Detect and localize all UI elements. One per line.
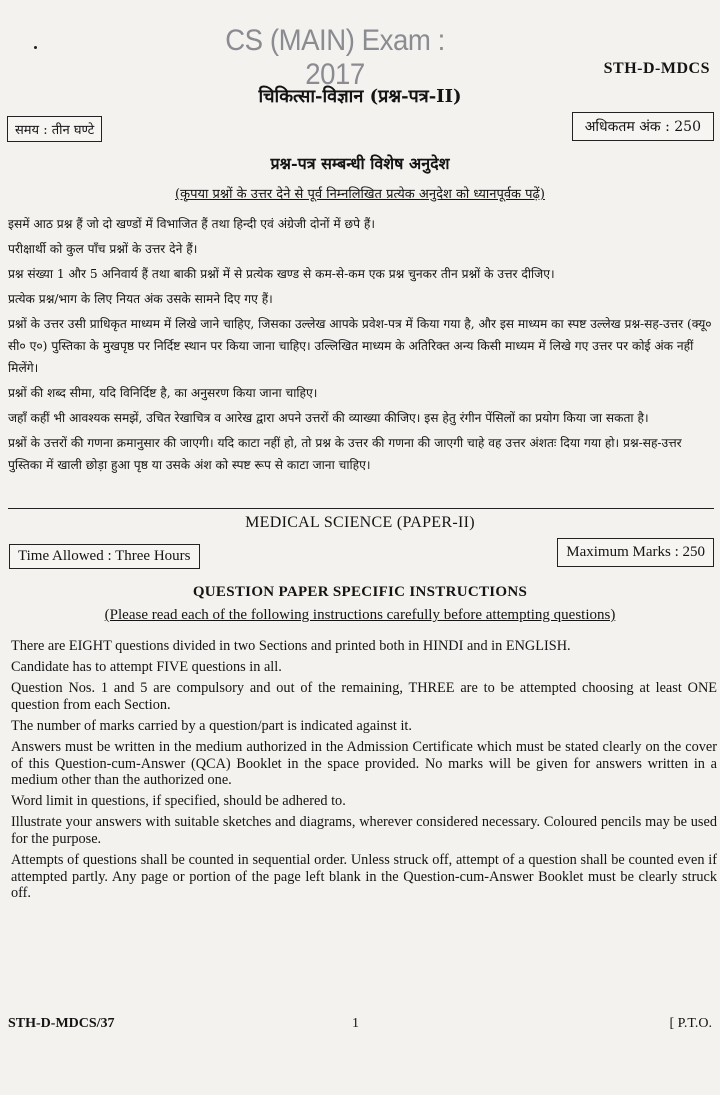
- pto-label: [ P.T.O.: [669, 1016, 712, 1031]
- english-instruction: Word limit in questions, if specified, should be adhered to.: [11, 793, 346, 810]
- page-number: 1: [352, 1016, 359, 1031]
- hindi-instructions-heading: प्रश्न-पत्र सम्बन्धी विशेष अनुदेश: [270, 154, 450, 173]
- hindi-time-box: समय : तीन घण्टे: [7, 116, 102, 142]
- english-instruction: Candidate has to attempt FIVE questions in all.: [11, 659, 282, 676]
- hindi-instruction: परीक्षार्थी को कुल पाँच प्रश्नों के उत्तर देने हैं।: [8, 242, 198, 256]
- hindi-instruction: प्रश्नों की शब्द सीमा, यदि विनिर्दिष्ट है, का अनुसरण किया जाना चाहिए।: [8, 386, 318, 400]
- hindi-paper-title: चिकित्सा-विज्ञान (प्रश्न-पत्र-II): [258, 86, 462, 107]
- english-instructions-heading: QUESTION PAPER SPECIFIC INSTRUCTIONS: [192, 584, 528, 600]
- paper-code: STH-D-MDCS: [603, 60, 710, 77]
- footer-paper-code: STH-D-MDCS/37: [8, 1016, 115, 1031]
- hindi-instruction: प्रश्नों के उत्तरों की गणना क्रमानुसार की जाएगी। यदि काटा नहीं हो, तो प्रश्न के उत्तर की गणना की जाएगी चाहे वह उत्तर अंशतः दिया गया हो। प्रश्न-सह-उत्तर पुस्तिका में खाली छोड़ा हुआ पृष्ठ या उसके अंश को स्पष्ट रूप से काटा जाना चाहिए।: [8, 436, 682, 472]
- english-paper-title: MEDICAL SCIENCE (PAPER-II): [245, 514, 475, 531]
- section-divider: [8, 508, 714, 509]
- hindi-instruction: इसमें आठ प्रश्न हैं जो दो खण्डों में विभाजित हैं तथा हिन्दी एवं अंग्रेजी दोनों में छपे हैं।: [8, 217, 375, 231]
- english-instruction: Illustrate your answers with suitable sketches and diagrams, wherever considered necessary. Coloured pencils may be used for the purpose.: [11, 814, 717, 847]
- english-instruction: Question Nos. 1 and 5 are compulsory and out of the remaining, THREE are to be attempted choosing at least ONE question from each Section.: [11, 680, 717, 713]
- hindi-instruction: प्रश्नों के उत्तर उसी प्राधिकृत माध्यम में लिखे जाने चाहिए, जिसका उल्लेख आपके प्रवेश-पत्र में किया गया है, और इस माध्यम का स्पष्ट उल्लेख प्रश्न-सह-उत्तर (क्यू० सी० ए०) पुस्तिका के मुखपृष्ठ पर निर्दिष्ट स्थान पर किया जाना चाहिए। उल्लिखित माध्यम के अतिरिक्त अन्य किसी माध्यम में लिखे गए उत्तर पर कोई अंक नहीं मिलेंगे।: [8, 317, 712, 375]
- hindi-instructions-subheading: (कृपया प्रश्नों के उत्तर देने से पूर्व निम्नलिखित प्रत्येक अनुदेश को ध्यानपूर्वक पढ़ें): [175, 187, 545, 202]
- print-speck: [34, 46, 37, 49]
- english-instruction: Answers must be written in the medium authorized in the Admission Certificate which must be stated clearly on the cover of this Question-cum-Answer (QCA) Booklet in the space provided. No marks will be given for answers written in a medium other than the authorized one.: [11, 738, 717, 789]
- hindi-marks-box: अधिकतम अंक : 250: [572, 112, 714, 141]
- hindi-instructions-list: [8, 213, 714, 479]
- english-instructions-subheading: (Please read each of the following instructions carefully before attempting questions): [104, 607, 616, 623]
- english-instruction: There are EIGHT questions divided in two Sections and printed both in HINDI and in ENGLISH.: [11, 638, 571, 654]
- exam-stamp: CS (MAIN) Exam : 2017: [225, 24, 445, 91]
- english-marks-box: Maximum Marks : 250: [557, 538, 714, 567]
- english-time-box: Time Allowed : Three Hours: [9, 544, 200, 569]
- english-instructions-list: [11, 638, 717, 906]
- hindi-instruction: प्रश्न संख्या 1 और 5 अनिवार्य हैं तथा बाकी प्रश्नों में से प्रत्येक खण्ड से कम-से-कम एक प्रश्न चुनकर तीन प्रश्नों के उत्तर दीजिए।: [8, 267, 555, 281]
- english-instruction: The number of marks carried by a question/part is indicated against it.: [11, 717, 412, 734]
- hindi-instruction: प्रत्येक प्रश्न/भाग के लिए नियत अंक उसके सामने दिए गए हैं।: [8, 292, 273, 306]
- hindi-instruction: जहाँ कहीं भी आवश्यक समझें, उचित रेखाचित्र व आरेख द्वारा अपने उत्तरों की व्याख्या कीजिए। इस हेतु रंगीन पेंसिलों का प्रयोग किया जा सकता है।: [8, 411, 649, 425]
- english-instruction: Attempts of questions shall be counted in sequential order. Unless struck off, attempt of a question shall be counted even if attempted partly. Any page or portion of the page left blank in the Question-cum-Answer Booklet must be clearly struck off.: [11, 852, 717, 902]
